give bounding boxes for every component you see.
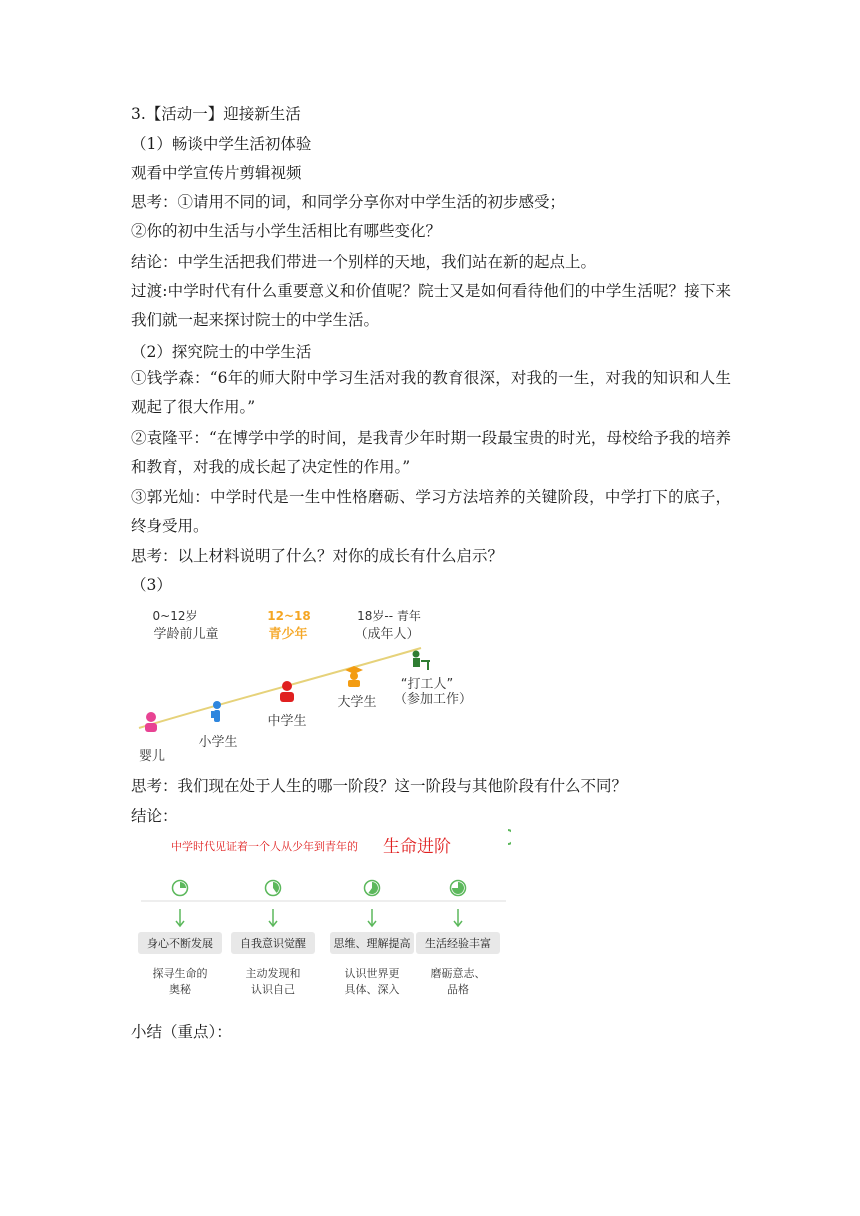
- progression-title-big: 生命进阶: [383, 837, 451, 857]
- think-2: ②你的初中生活与小学生活相比有哪些变化？: [131, 222, 442, 240]
- progress-pie-icon: [266, 881, 281, 896]
- progress-pie-icon: [451, 881, 466, 896]
- primary-student-icon: [211, 701, 221, 722]
- transition-paragraph: 过渡:中学时代有什么重要意义和价值呢？院士又是如何看待他们的中学生活呢？接下来我们就一起来探讨院士的中学生活。: [131, 282, 731, 329]
- stage-worker-sub: （参加工作）: [393, 692, 473, 707]
- age-range-1: 0~12岁: [152, 609, 198, 623]
- stage-desc-line1: 认识世界更: [344, 967, 400, 980]
- stage-worker: “打工人”: [400, 677, 454, 692]
- quote-yuan: ②袁隆平：“在博学中学的时间，是我青少年时期一段最宝贵的时光，母校给予我的培养和教育，对我的成长起了决定性的作用。”: [131, 429, 731, 476]
- stage-desc-line1: 主动发现和: [245, 967, 301, 980]
- stage-desc-line1: 磨砺意志、: [430, 967, 486, 980]
- stage-middle: 中学生: [267, 714, 307, 729]
- quote-qian: ①钱学森：“6年的师大附中学习生活对我的教育很深，对我的一生，对我的知识和人生观起了很大作用。”: [131, 369, 731, 416]
- stage-baby: 婴儿: [138, 749, 166, 764]
- summary-heading: 小结（重点）：: [131, 1023, 232, 1041]
- stage-box-label: 自我意识觉醒: [240, 937, 306, 950]
- conclusion-1: 结论：中学生活把我们带进一个别样的天地，我们站在新的起点上。: [131, 253, 597, 271]
- stage-desc-line2: 品格: [447, 983, 469, 996]
- life-progression-figure: [131, 822, 511, 1002]
- think-4: 思考：我们现在处于人生的哪一阶段？这一阶段与其他阶段有什么不同？: [131, 777, 628, 795]
- conclusion-2: 结论：: [131, 807, 178, 825]
- activity-heading: 3.【活动一】迎接新生活: [131, 105, 301, 123]
- think-1: 思考：①请用不同的词，和同学分享你对中学生活的初步感受；: [131, 193, 566, 211]
- stage-box-label: 生活经验丰富: [425, 937, 491, 950]
- stage-college: 大学生: [337, 695, 377, 710]
- progress-pie-icon: [365, 881, 380, 896]
- progression-title-small: 中学时代见证着一个人从少年到青年的: [171, 840, 358, 853]
- age-label-1: 学龄前儿童: [153, 627, 219, 642]
- stage-desc-line2: 具体、深入: [344, 983, 400, 996]
- stage-desc-line1: 探寻生命的: [152, 967, 208, 980]
- down-arrow-icon: [176, 909, 184, 926]
- life-stage-timeline-figure: [131, 598, 491, 768]
- down-arrow-icon: [368, 909, 376, 926]
- quote-guo: ③郭光灿：中学时代是一生中性格磨砺、学习方法培养的关键阶段，中学打下的底子，终身受用。: [131, 488, 731, 535]
- stage-box-label: 思维、理解提高: [333, 937, 411, 950]
- baby-icon: [145, 712, 157, 732]
- section-3-heading: （3）: [131, 576, 172, 594]
- age-range-2: 12~18: [267, 609, 311, 623]
- age-range-3: 18岁-- 青年: [357, 609, 421, 623]
- stage-desc-line2: 奥秘: [169, 983, 191, 996]
- section-1-heading: （1）畅谈中学生活初体验: [131, 135, 312, 153]
- age-label-3: （成年人）: [354, 627, 420, 642]
- corner-leaf-icon: [508, 830, 511, 844]
- progress-pie-icon: [173, 881, 188, 896]
- stage-box-label: 身心不断发展: [147, 937, 213, 950]
- down-arrow-icon: [454, 909, 462, 926]
- worker-desk-icon: [413, 651, 431, 671]
- video-line: 观看中学宣传片剪辑视频: [131, 164, 302, 182]
- think-3: 思考：以上材料说明了什么？对你的成长有什么启示？: [131, 547, 504, 565]
- section-2-heading: （2）探究院士的中学生活: [131, 343, 312, 361]
- age-label-2: 青少年: [268, 627, 308, 642]
- graduation-cap-icon: [345, 666, 363, 687]
- stage-primary: 小学生: [198, 735, 238, 750]
- down-arrow-icon: [269, 909, 277, 926]
- stage-desc-line2: 认识自己: [251, 983, 295, 996]
